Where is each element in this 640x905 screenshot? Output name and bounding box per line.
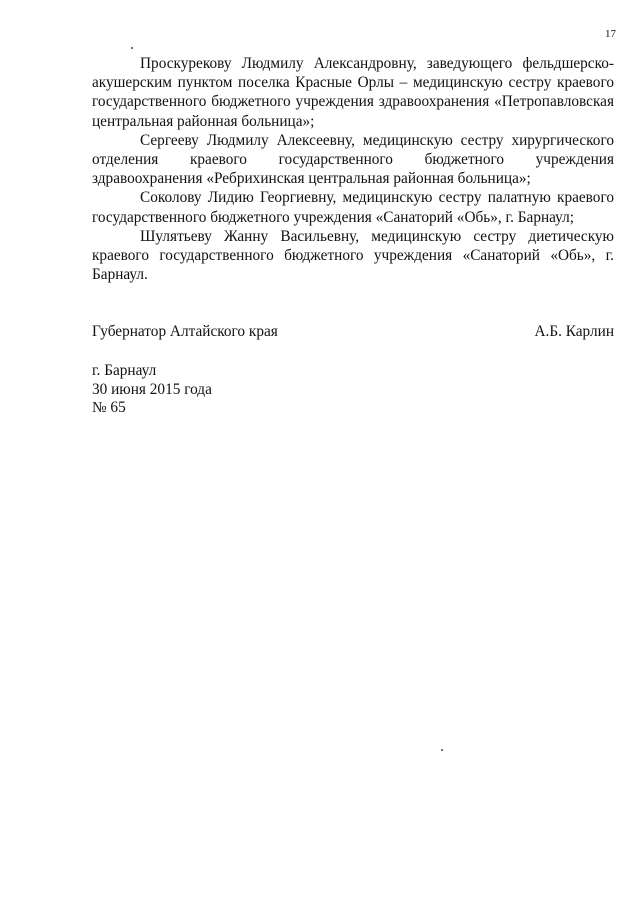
scan-speck — [131, 47, 133, 49]
issue-place: г. Барнаул — [92, 362, 157, 379]
signatory-name: А.Б. Карлин — [534, 323, 614, 340]
issue-date: 30 июня 2015 года — [92, 380, 212, 398]
issue-details — [92, 362, 212, 418]
signatory-title: Губернатор Алтайского края — [92, 323, 278, 340]
scan-speck — [441, 749, 443, 751]
decree-body — [92, 54, 614, 284]
page-number: 17 — [605, 28, 616, 40]
issue-number: № 65 — [92, 399, 126, 416]
paragraph-sergeeva: Сергееву Людмилу Алексеевну, медицинскую сестру хирургического отделения краевого государственного бюджетного учреждения здравоохранения «Ребрихинская центральная районная больница»; — [92, 131, 614, 188]
paragraph-proskurekova: Проскурекову Людмилу Александровну, заведующего фельдшерско-акушерским пунктом поселка Красные Орлы – медицинскую сестру краевого государственного бюджетного учреждения здравоохранения «Петропавловская центральная районная больница»; — [92, 55, 614, 130]
paragraph-sokolova: Соколову Лидию Георгиевну, медицинскую сестру палатную краевого государственного бюджетного учреждения «Санаторий «Обь», г. Барнаул; — [92, 189, 614, 226]
paragraph-shulyateva: Шулятьеву Жанну Васильевну, медицинскую сестру диетическую краевого государственного бюджетного учреждения «Санаторий «Обь», г. Барнаул. — [92, 227, 614, 284]
